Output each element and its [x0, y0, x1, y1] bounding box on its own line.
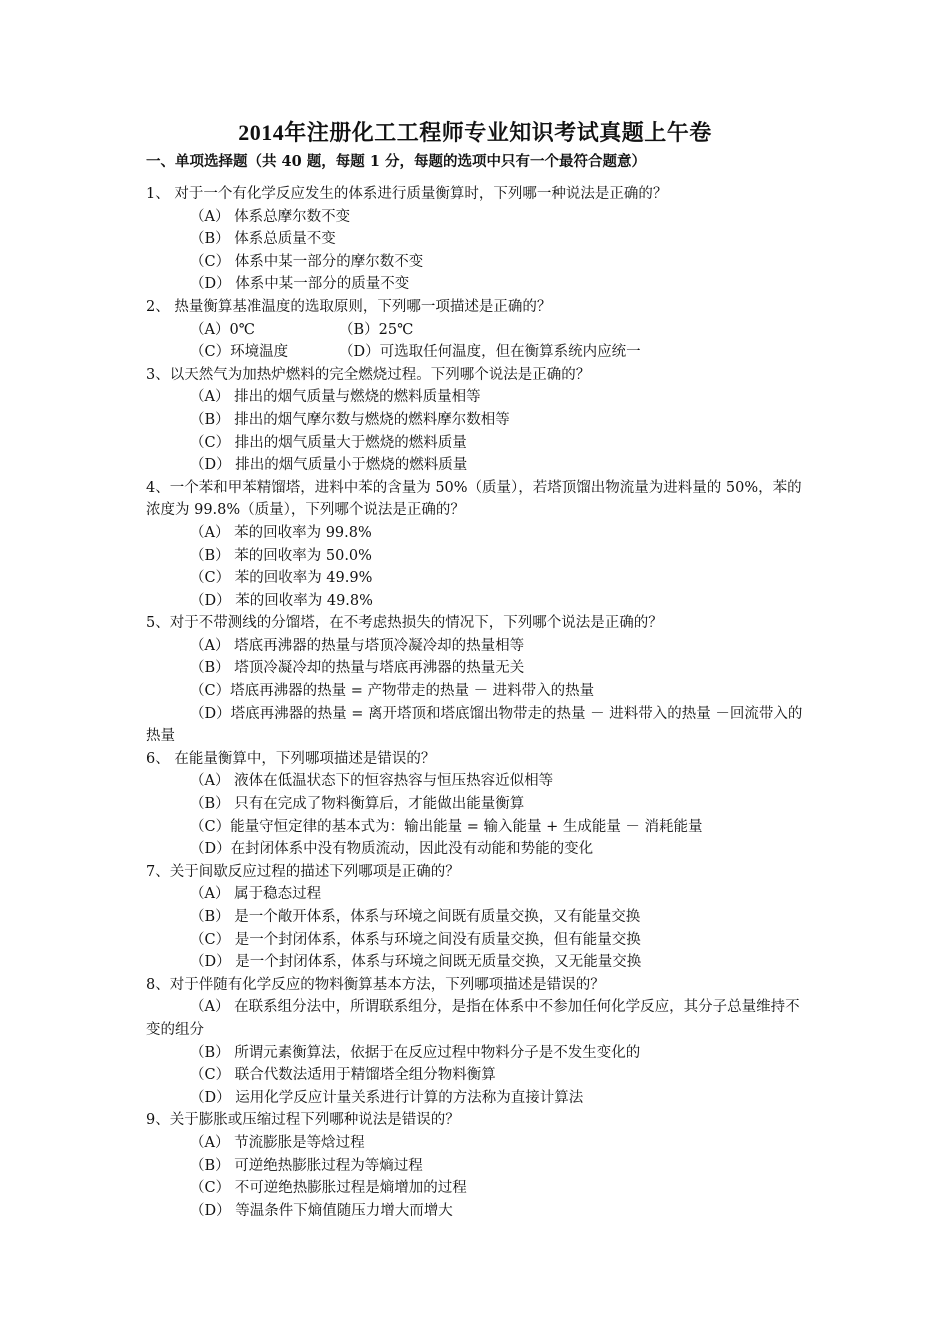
option-b: （B） 所谓元素衡算法，依据于在反应过程中物料分子是不发生变化的 — [190, 1044, 641, 1061]
question-stem: 7、关于间歇反应过程的描述下列哪项是正确的？ — [146, 863, 460, 880]
question-5 — [146, 612, 808, 748]
option-c: （C） 不可逆绝热膨胀过程是熵增加的过程 — [190, 1180, 467, 1197]
option-a: （A） 塔底再沸器的热量与塔顶冷凝冷却的热量相等 — [190, 637, 525, 654]
option-b: （B）25℃ — [339, 321, 414, 338]
question-stem: 9、关于膨胀或压缩过程下列哪种说法是错误的？ — [146, 1112, 460, 1129]
option-b: （B） 体系总质量不变 — [190, 231, 336, 248]
question-stem: 4、一个苯和甲苯精馏塔，进料中苯的含量为 50%（质量），若塔顶馏出物流量为进料量的 50%，苯的浓度为 99.8%（质量），下列哪个说法是正确的？ — [146, 479, 802, 519]
option-b: （B） 是一个敞开体系，体系与环境之间既有质量交换，又有能量交换 — [190, 909, 641, 925]
option-d: （D） 排出的烟气质量小于燃烧的燃料质量 — [190, 457, 468, 474]
option-d: （D） 是一个封闭体系，体系与环境之间既无质量交换，又无能量交换 — [190, 954, 642, 971]
option-row — [146, 319, 808, 342]
option-d: （D） 苯的回收率为 49.8% — [190, 592, 373, 609]
option-a: （A）0℃ — [190, 321, 255, 338]
option-c: （C） 联合代数法适用于精馏塔全组分物料衡算 — [190, 1067, 496, 1084]
question-9 — [146, 1109, 808, 1222]
question-7 — [146, 861, 808, 974]
question-stem: 6、 在能量衡算中，下列哪项描述是错误的？ — [146, 750, 436, 767]
question-4 — [146, 477, 808, 613]
option-c: （C）环境温度 — [190, 344, 289, 361]
option-d: （D） 等温条件下熵值随压力增大而增大 — [190, 1202, 453, 1219]
question-8 — [146, 974, 808, 1110]
page-title: 2014年注册化工工程师专业知识考试真题上午卷 — [238, 120, 712, 145]
option-d: （D）在封闭体系中没有物质流动，因此没有动能和势能的变化 — [190, 841, 594, 858]
section-heading: 一、单项选择题（共 40 题，每题 1 分，每题的选项中只有一个最符合题意） — [146, 153, 646, 170]
option-a: （A） 苯的回收率为 99.8% — [190, 524, 372, 541]
option-c: （C） 苯的回收率为 49.9% — [190, 570, 373, 587]
question-2 — [146, 296, 808, 364]
option-row — [146, 341, 808, 364]
option-a: （A） 排出的烟气质量与燃烧的燃料质量相等 — [190, 389, 481, 406]
question-1 — [146, 183, 808, 296]
option-a: （A） 体系总摩尔数不变 — [190, 208, 351, 225]
option-a: （A） 在联系组分法中，所谓联系组分，是指在体系中不参加任何化学反应，其分子总量维持不变的组分 — [146, 999, 800, 1038]
option-c: （C） 排出的烟气质量大于燃烧的燃料质量 — [190, 434, 467, 451]
option-b: （B） 只有在完成了物料衡算后，才能做出能量衡算 — [190, 796, 525, 813]
question-stem: 5、对于不带测线的分馏塔，在不考虑热损失的情况下，下列哪个说法是正确的？ — [146, 615, 663, 632]
option-d: （D） 体系中某一部分的质量不变 — [190, 276, 410, 293]
question-stem: 3、以天然气为加热炉燃料的完全燃烧过程。下列哪个说法是正确的？ — [146, 366, 591, 383]
option-b: （B） 可逆绝热膨胀过程为等熵过程 — [190, 1157, 423, 1174]
question-list — [146, 183, 808, 1222]
option-a: （A） 节流膨胀是等焓过程 — [190, 1134, 365, 1151]
option-d: （D）可选取任何温度，但在衡算系统内应统一 — [339, 344, 641, 361]
option-d: （D）塔底再沸器的热量 = 离开塔顶和塔底馏出物带走的热量 － 进料带入的热量 －回流带入的热量 — [146, 705, 803, 745]
option-c: （C）塔底再沸器的热量 = 产物带走的热量 － 进料带入的热量 — [190, 683, 595, 700]
question-stem: 2、 热量衡算基准温度的选取原则，下列哪一项描述是正确的？ — [146, 298, 552, 315]
option-c: （C）能量守恒定律的基本式为：输出能量 = 输入能量 + 生成能量 － 消耗能量 — [190, 818, 703, 835]
question-6 — [146, 748, 808, 861]
option-c: （C） 是一个封闭体系，体系与环境之间没有质量交换，但有能量交换 — [190, 931, 641, 948]
option-b: （B） 苯的回收率为 50.0% — [190, 547, 372, 564]
option-d: （D） 运用化学反应计量关系进行计算的方法称为直接计算法 — [190, 1089, 584, 1106]
option-a: （A） 液体在低温状态下的恒容热容与恒压热容近似相等 — [190, 773, 554, 790]
option-b: （B） 塔顶冷凝冷却的热量与塔底再沸器的热量无关 — [190, 660, 525, 677]
option-a: （A） 属于稳态过程 — [190, 886, 322, 903]
option-b: （B） 排出的烟气摩尔数与燃烧的燃料摩尔数相等 — [190, 411, 510, 428]
question-stem: 8、对于伴随有化学反应的物料衡算基本方法，下列哪项描述是错误的？ — [146, 976, 605, 993]
option-c: （C） 体系中某一部分的摩尔数不变 — [190, 253, 424, 270]
question-stem: 1、 对于一个有化学反应发生的体系进行质量衡算时，下列哪一种说法是正确的？ — [146, 186, 668, 202]
question-3 — [146, 364, 808, 477]
